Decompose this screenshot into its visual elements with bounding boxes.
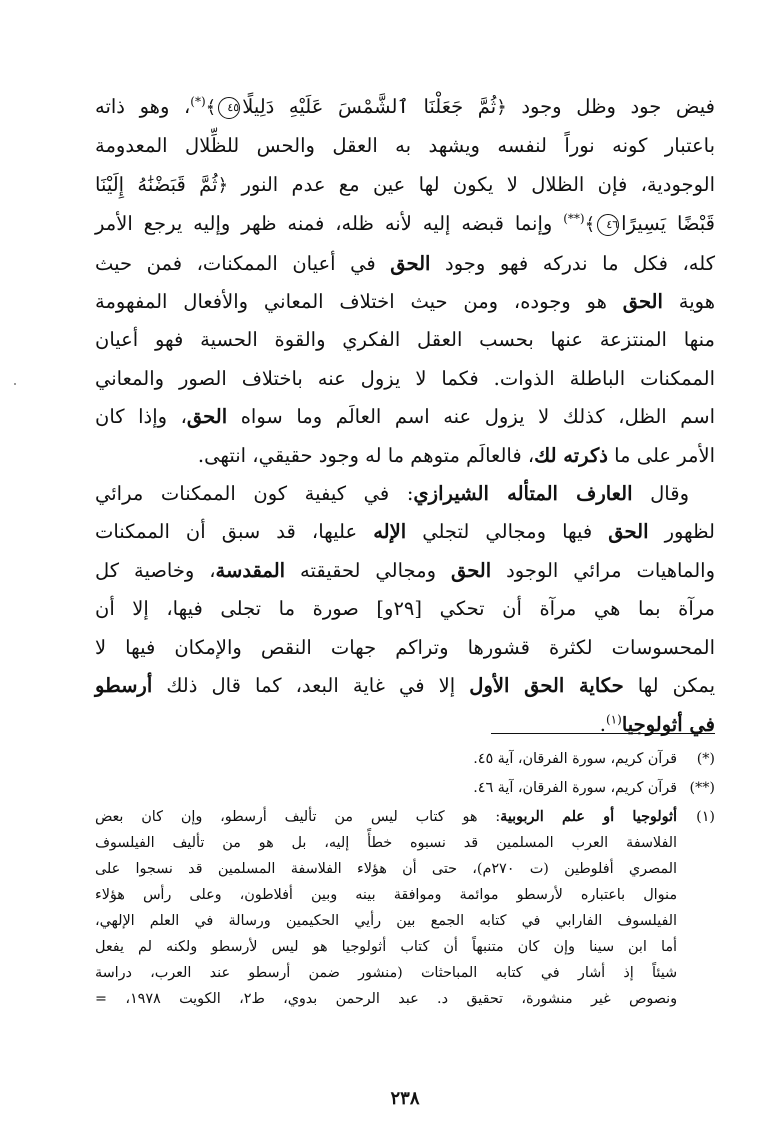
- footnote-text: منوال باعتباره لأرسطو موائمة وموافقة بينه وبين أفلاطون، وعلى رأس هؤلاء: [95, 887, 677, 903]
- text-line: الوجودية، فإن الظلال لا يكون لها عين مع عدم النور ﴿ثُمَّ قَبَضْنَٰهُ إِلَيْنَا: [95, 172, 716, 196]
- page-number: ٢٣٨: [390, 1088, 420, 1109]
- footnote-ref[interactable]: (*): [190, 94, 206, 109]
- bold-term: الحق: [622, 290, 663, 314]
- footnote-text: المصري أفلوطين (ت ٢٧٠م)، حتى أن هؤلاء الفلاسفة المسلمين قد نسجوا على: [95, 861, 677, 877]
- bold-term: في أثولوجيا: [621, 712, 715, 736]
- quran-close-bracket: ﴾: [584, 214, 596, 236]
- footnote-ref[interactable]: (**): [563, 211, 585, 226]
- text-line: كله، فكل ما ندركه فهو وجود الحق في أعيان الممكنات، فمن حيث: [95, 251, 715, 275]
- footnote-heading: أثولوجيا أو علم الربوبية: [500, 809, 677, 825]
- footnote-marker: (*): [696, 751, 715, 767]
- text-line: المحسوسات لكثرة قشورها وتراكم جهات النقص والإمكان فيها لا: [95, 635, 715, 659]
- footnote-text: الفلاسفة العرب المسلمين قد نسبوه خطأً إليه، بل هو من تأليف الفيلسوف: [95, 835, 677, 851]
- bold-term: المقدسة: [215, 558, 286, 582]
- text-line: اسم الظل، كذلك لا يزول عنه اسم العالَم وما سواه الحق، وإذا كان: [95, 405, 715, 429]
- text-line: يمكن لها حكاية الحق الأول إلا في غاية البعد، كما قال ذلك أرسطو: [95, 674, 715, 698]
- bold-term: الحق: [186, 405, 228, 429]
- bold-term: الحق: [390, 251, 431, 275]
- book-page: [95, 88, 716, 1109]
- footnote-text: ونصوص غير منشورة، تحقيق د. عبد الرحمن بدوي، ط٢، الكويت ١٩٧٨، =: [95, 991, 677, 1007]
- quran-open-bracket: ﴿: [496, 97, 507, 118]
- text-line: الممكنات الباطلة الذوات. فكما لا يزول عنه باختلاف الصور والمعاني: [95, 366, 715, 390]
- footnotes: [95, 746, 715, 1012]
- footnote-separator: [491, 733, 715, 734]
- bold-term: حكاية الحق الأول: [469, 674, 624, 698]
- bold-term: الحق: [450, 558, 492, 582]
- footnote-text: أثولوجيا أو علم الربوبية: هو كتاب ليس من تأليف أرسطو، وإن كان بعض: [95, 809, 677, 825]
- footnote-text: قرآن كريم، سورة الفرقان، آية ٤٥.: [473, 751, 677, 767]
- paragraph-2: [95, 475, 715, 744]
- quran-verse: ثُمَّ قَبَضْنَٰهُ إِلَيْنَا: [95, 172, 218, 196]
- ayah-number-badge: ٤٦: [597, 214, 619, 236]
- footnote: [95, 804, 715, 1012]
- footnote: [95, 775, 715, 801]
- margin-mark: [14, 383, 16, 385]
- text-line: هوية الحق هو وجوده، ومن حيث اختلاف المعاني والأفعال المفهومة: [95, 290, 715, 314]
- bold-term: الإله: [373, 520, 407, 544]
- quran-close-bracket: ﴾: [205, 97, 217, 118]
- text-line: مرآة بما هي مرآة أن تحكي [٢٩و] صورة ما تجلى فيها، إلا أن: [95, 597, 715, 621]
- bold-term: العارف المتأله الشيرازي: [413, 482, 633, 506]
- footnote-text: الفيلسوف الفارابي في كتابه الجمع بين رأيي الحكيمين ورسالة في العلم الإلهي،: [95, 913, 677, 929]
- quran-verse: قَبْضًا يَسِيرًا: [621, 212, 716, 236]
- text-line: فيض جود وظل وجود ﴿ثُمَّ جَعَلْنَا ٱلشَّمْسَ عَلَيْهِ دَلِيلًا٤٥﴾(*)، وهو ذاته: [95, 94, 716, 118]
- footnote-ref[interactable]: (١): [605, 712, 622, 726]
- text-line: في أثولوجيا$^{(١)}$.: [599, 712, 715, 736]
- text-line: منها المنتزعة عنها بحسب العقل الفكري والقوة الحسية فهو أعيان: [95, 328, 715, 352]
- footnote-text: أما ابن سينا وإن كان متنبهاً أن كتاب أثولوجيا هو ليس لأرسطو ولكنه لم يفعل: [95, 939, 677, 955]
- text-line: وقال العارف المتأله الشيرازي: في كيفية كون الممكنات مرائي: [95, 482, 689, 506]
- bold-term: أرسطو: [95, 674, 153, 698]
- bold-term: ذكرته لك: [534, 443, 608, 467]
- footnote-text: شيئاً إذ أشار في كتابه المباحثات (منشور ضمن أرسطو عند العرب، دراسة: [95, 965, 677, 981]
- text-line: باعتبار كونه نوراً لنفسه ويشهد به العقل والحس للظِّلال المعدومة: [95, 134, 715, 158]
- footnote-marker: (١): [696, 809, 715, 825]
- quran-verse: ثُمَّ جَعَلْنَا ٱلشَّمْسَ عَلَيْهِ دَلِيلًا: [242, 95, 497, 118]
- text-line: والماهيات مرائي الوجود الحق ومجالي لحقيقته المقدسة، وخاصية كل: [95, 558, 715, 582]
- text-line: لظهور الحق فيها ومجالي لتجلي الإله عليها، قد سبق أن الممكنات: [95, 520, 715, 544]
- quran-open-bracket: ﴿: [217, 174, 229, 196]
- paragraph-1: [95, 88, 715, 475]
- ayah-number-badge: ٤٥: [218, 97, 240, 119]
- footnote: [95, 746, 715, 772]
- bold-term: الحق: [608, 520, 649, 544]
- footnote-marker: (**): [689, 780, 715, 796]
- footnote-text: قرآن كريم، سورة الفرقان، آية ٤٦.: [473, 780, 677, 796]
- text-line: قَبْضًا يَسِيرًا٤٦﴾(**) وإنما قبضه إليه لأنه ظله، فمنه ظهر وإليه يرجع الأمر: [95, 211, 716, 236]
- text-line: الأمر على ما ذكرته لك، فالعالَم متوهم ما له وجود حقيقي، انتهى.: [197, 443, 715, 467]
